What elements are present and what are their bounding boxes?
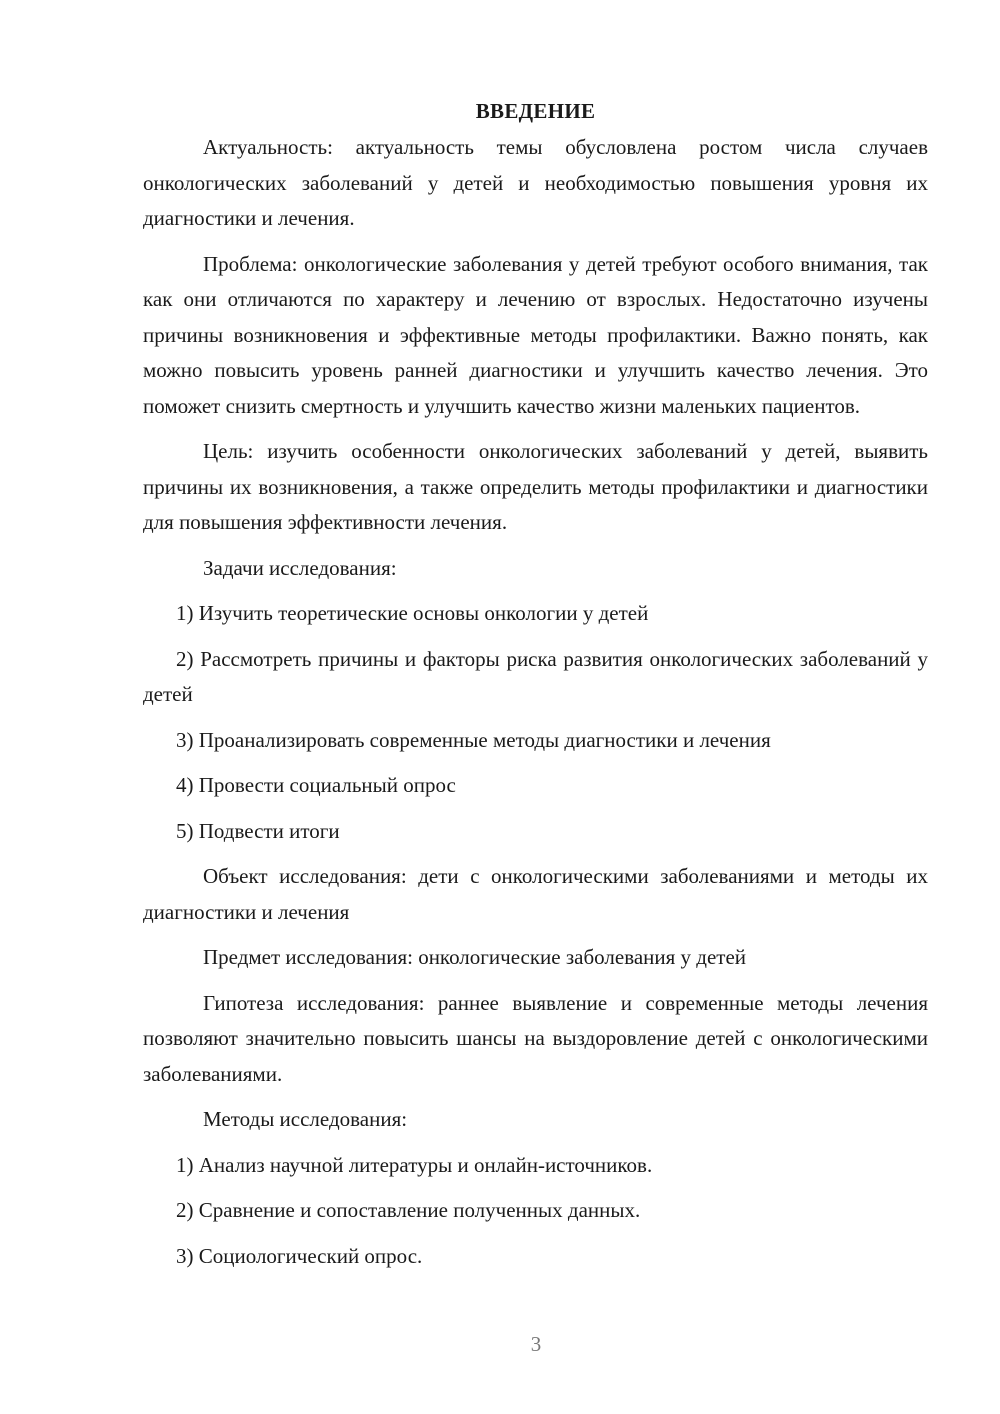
document-page <box>143 96 928 1284</box>
method-item: 2) Сравнение и сопоставление полученных данных. <box>176 1198 641 1222</box>
task-item: 1) Изучить теоретические основы онкологии у детей <box>176 601 649 625</box>
problem-paragraph: Проблема: онкологические заболевания у детей требуют особого внимания, так как они отличаются по характеру и лечению от взрослых. Недостаточно изучены причины возникновения и эффективные методы профилактики. Важно понять, как можно повысить уровень ранней диагностики и улучшить качество лечения. Это поможет снизить смертность и улучшить качество жизни маленьких пациентов. <box>143 251 928 418</box>
method-item: 1) Анализ научной литературы и онлайн-источников. <box>176 1152 653 1177</box>
goal-paragraph: Цель: изучить особенности онкологических заболеваний у детей, выявить причины их возникновения, а также определить методы профилактики и диагностики для повышения эффективности лечения. <box>143 439 928 534</box>
task-item: 3) Проанализировать современные методы диагностики и лечения <box>176 727 771 752</box>
methods-title: Методы исследования: <box>203 1107 408 1131</box>
relevance-paragraph: Актуальность: актуальность темы обусловлена ростом числа случаев онкологических заболеваний у детей и необходимостью повышения уровня их диагностики и лечения. <box>143 135 928 230</box>
tasks-title: Задачи исследования: <box>203 555 397 580</box>
task-item: 5) Подвести итоги <box>176 818 340 843</box>
task-item: 4) Провести социальный опрос <box>176 773 456 797</box>
subject-paragraph: Предмет исследования: онкологические заболевания у детей <box>203 945 747 969</box>
section-heading: ВВЕДЕНИЕ <box>475 99 596 123</box>
hypothesis-paragraph: Гипотеза исследования: раннее выявление и современные методы лечения позволяют значительно повысить шансы на выздоровление детей с онкологическими заболеваниями. <box>143 990 928 1086</box>
method-item: 3) Социологический опрос. <box>176 1243 423 1268</box>
task-item: 2) Рассмотреть причины и факторы риска развития онкологических заболеваний у детей <box>143 646 928 706</box>
object-paragraph: Объект исследования: дети с онкологическими заболеваниями и методы их диагностики и лечения <box>143 864 928 924</box>
page-number: 3 <box>530 1332 542 1356</box>
